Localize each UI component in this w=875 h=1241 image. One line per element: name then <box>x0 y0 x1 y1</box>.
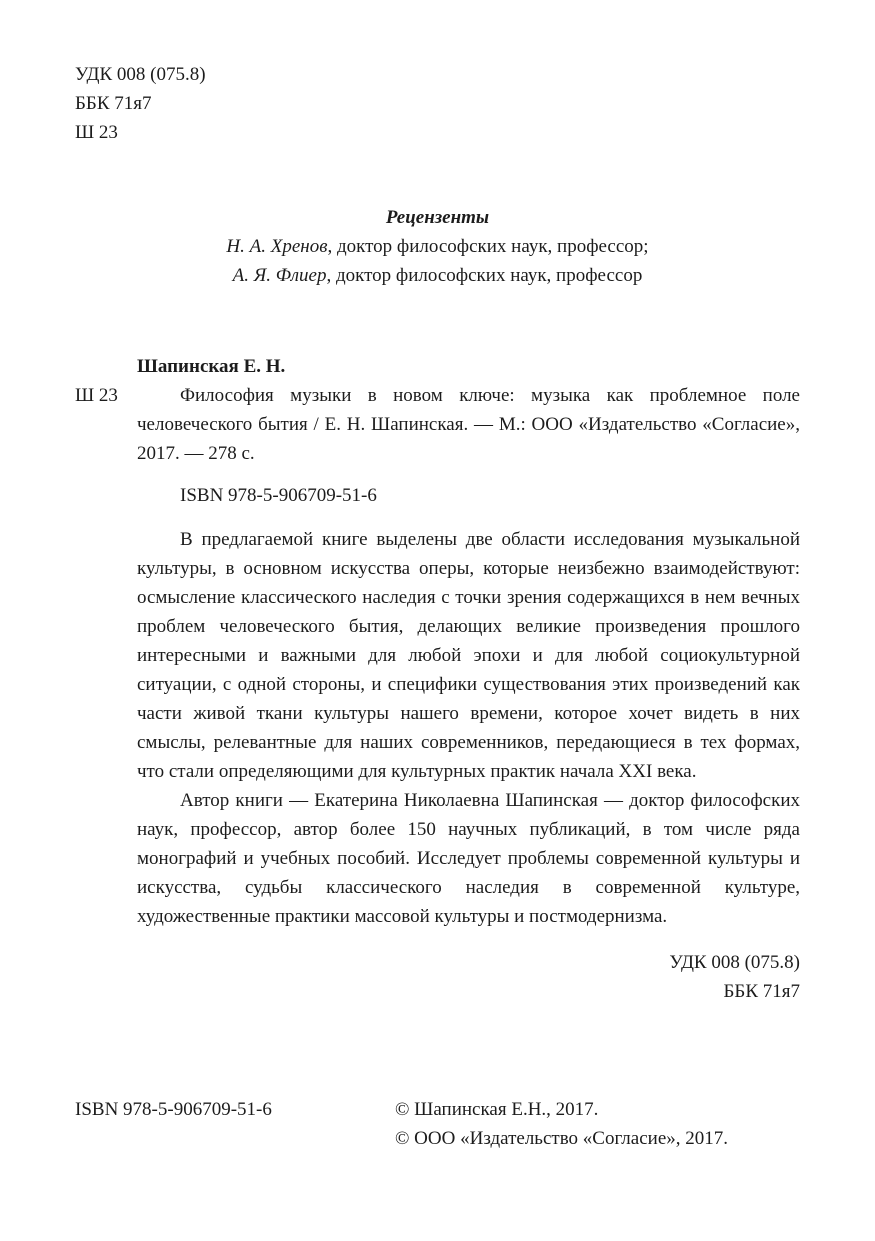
author-sign-code: Ш 23 <box>75 122 118 143</box>
bbk-code: ББК 71я7 <box>75 93 152 114</box>
author-sign-code-margin: Ш 23 <box>75 385 118 406</box>
classification-codes-top <box>75 60 800 147</box>
reviewers-heading: Рецензенты <box>385 207 490 228</box>
bbk-code-bottom: ББК 71я7 <box>723 981 800 1002</box>
author-name: Шапинская Е. Н. <box>137 356 286 377</box>
annotation-section <box>137 525 800 931</box>
reviewer-name: А. Я. Флиер <box>232 265 327 286</box>
copyright-author: © Шапинская Е.Н., 2017. <box>395 1099 599 1120</box>
classification-codes-bottom <box>75 948 800 1006</box>
copyright-lines <box>395 1095 728 1153</box>
copyright-publisher: © ООО «Издательство «Согласие», 2017. <box>395 1128 729 1149</box>
reviewer-line <box>75 261 800 290</box>
reviewer-degree: , доктор философских наук, профессор; <box>327 236 649 257</box>
reviewer-degree: , доктор философских наук, профессор <box>326 265 643 286</box>
reviewer-line <box>75 232 800 261</box>
reviewers-section <box>75 203 800 290</box>
annotation-paragraph-2: Автор книги — Екатерина Николаевна Шапинская — доктор философских наук, профессор, автор более 150 научных публикаций, в том числе ряда монографий и учебных пособий. Исследует проблемы современной культуры и искусства, судьбы классического наследия в современной культуре, художественные практики массовой культуры и постмодернизма. <box>137 790 800 927</box>
bibliographic-text: Философия музыки в новом ключе: музыка как проблемное поле человеческого бытия / Е. Н. Шапинская. — М.: ООО «Издательство «Согласие», 2017. — 278 с. <box>137 385 800 464</box>
bibliographic-entry <box>75 381 800 468</box>
isbn-number-bottom: ISBN 978-5-906709-51-6 <box>75 1099 272 1120</box>
annotation-paragraph-1: В предлагаемой книге выделены две области исследования музыкальной культуры, в основном искусства оперы, которые неизбежно взаимодействуют: осмысление классического наследия с точки зрения содержащихся в нем вечных проблем человеческого бытия, делающих великие произведения прошлого интересными и важными для любой эпохи и для любой социокультурной ситуации, с одной стороны, и специфики существования этих произведений как части живой ткани культуры нашего времени, которое хочет видеть в них смыслы, релевантные для наших современников, передающиеся в тех формах, что стали определяющими для культурных практик начала XXI века. <box>137 529 800 782</box>
udc-code: УДК 008 (075.8) <box>75 64 206 85</box>
udc-code-bottom: УДК 008 (075.8) <box>669 952 800 973</box>
catalog-card <box>75 352 800 510</box>
reviewer-name: Н. А. Хренов <box>226 236 328 257</box>
isbn-number: ISBN 978-5-906709-51-6 <box>180 485 377 506</box>
